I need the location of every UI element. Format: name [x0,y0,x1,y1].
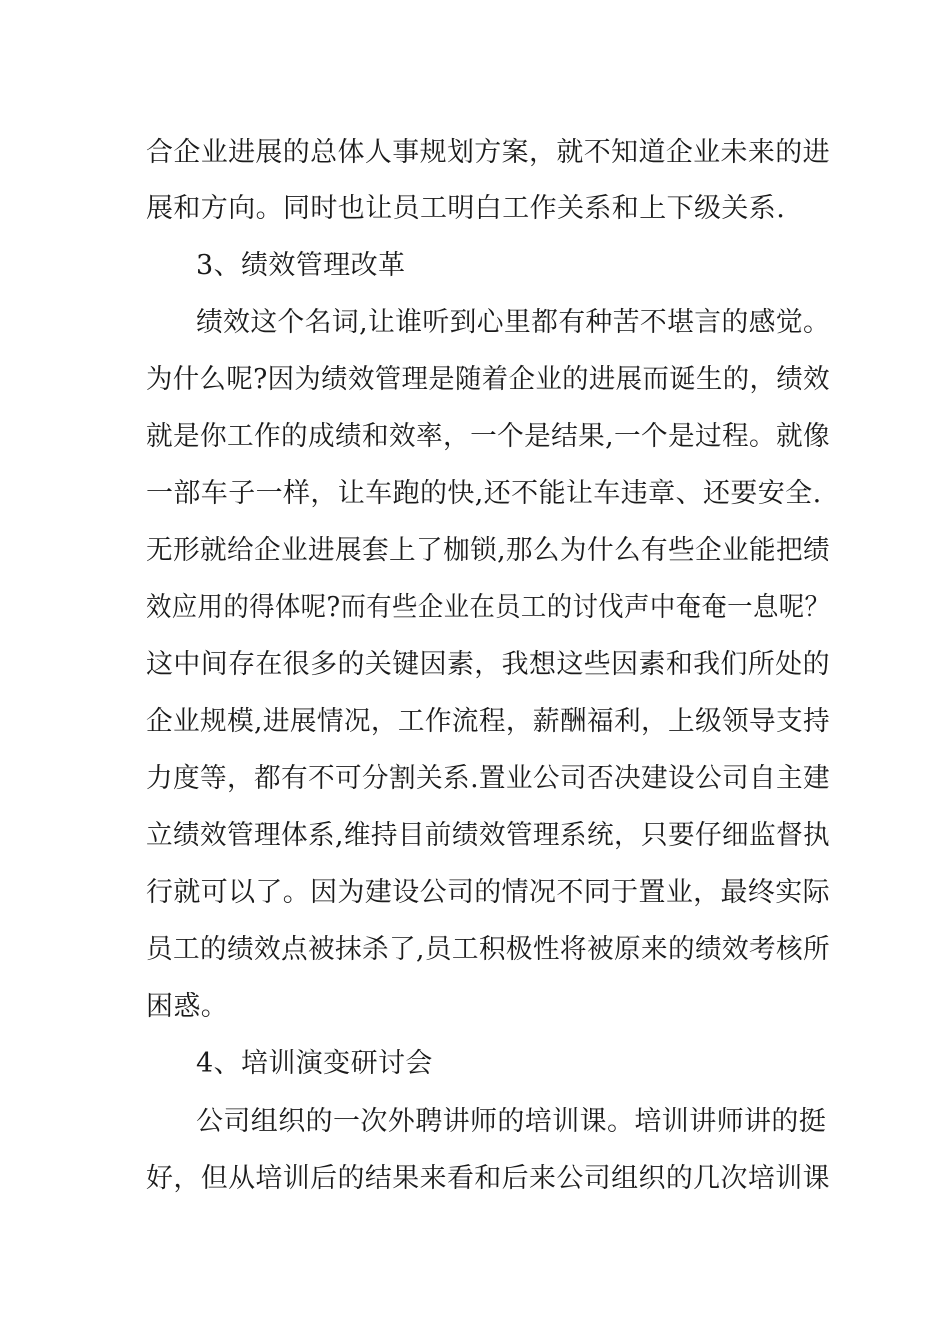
paragraph-line: 困惑。 [146,991,229,1022]
paragraph-line: 立绩效管理体系,维持目前绩效管理系统，只要仔细监督执 [146,820,830,851]
paragraph-line: 一部车子一样，让车跑的快,还不能让车违章、还要安全. [146,478,822,509]
paragraph-line: 效应用的得体呢?而有些企业在员工的讨伐声中奄奄一息呢？ [146,592,831,623]
paragraph-line: 为什么呢?因为绩效管理是随着企业的进展而诞生的，绩效 [146,364,830,395]
paragraph-line: 展和方向。同时也让员工明白工作关系和上下级关系. [146,193,786,224]
paragraph-line: 无形就给企业进展套上了枷锁,那么为什么有些企业能把绩 [146,535,830,566]
paragraph-line: 绩效这个名词,让谁听到心里都有种苦不堪言的感觉。 [196,307,831,338]
paragraph-line: 公司组织的一次外聘讲师的培训课。培训讲师讲的挺 [196,1106,827,1137]
paragraph-line: 合企业进展的总体人事规划方案，就不知道企业未来的进 [146,137,830,168]
paragraph-line: 力度等，都有不可分割关系.置业公司否决建设公司自主建 [146,763,830,794]
paragraph-line: 好，但从培训后的结果来看和后来公司组织的几次培训课 [146,1163,830,1194]
paragraph-line: 企业规模,进展情况，工作流程，薪酬福利，上级领导支持 [146,706,830,737]
paragraph-line: 这中间存在很多的关键因素，我想这些因素和我们所处的 [146,649,830,680]
paragraph-line: 就是你工作的成绩和效率，一个是结果,一个是过程。就像 [146,421,830,452]
paragraph-line: 员工的绩效点被抹杀了,员工积极性将被原来的绩效考核所 [146,934,830,965]
section-heading-3: 3、绩效管理改革 [196,250,406,281]
section-heading-4: 4、培训演变研讨会 [196,1048,433,1079]
paragraph-line: 行就可以了。因为建设公司的情况不同于置业，最终实际 [146,877,830,908]
